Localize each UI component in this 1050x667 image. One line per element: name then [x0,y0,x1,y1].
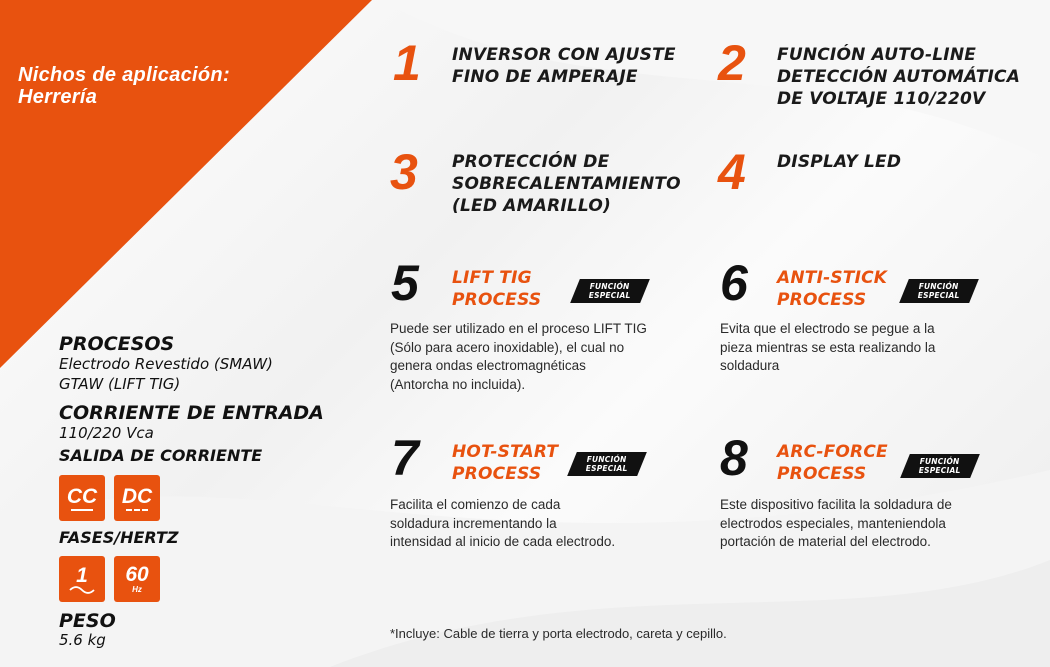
special-function-badge: FUNCIÓN ESPECIAL [899,279,979,303]
special-function-badge: FUNCIÓN ESPECIAL [567,452,647,476]
processes-label: PROCESOS [59,333,175,355]
footnote: *Incluye: Cable de tierra y porta electrodo, careta y cepillo. [390,626,727,641]
feature-description-6: Evita que el electrodo se pegue a la pieza mientras se esta realizando la soldadura [720,321,936,373]
feature-description-8: Este dispositivo facilita la soldadura de electrodos especiales, manteniendola portación de material del electrodo. [720,497,952,549]
cc-icon: CC [59,475,105,521]
feature-title-3: PROTECCIÓN DE SOBRECALENTAMIENTO (LED AMARILLO) [452,152,681,216]
hertz-icon: 60 Hz [114,556,160,602]
niche-value: Herrería [18,86,98,108]
input-current-label: CORRIENTE DE ENTRADA [59,402,324,424]
feature-title-4: DISPLAY LED [777,152,902,172]
feature-title-6: ANTI-STICK PROCESS [777,268,888,310]
feature-description-7: Facilita el comienzo de cada soldadura incrementando la intensidad al inicio de cada electrodo. [390,497,616,549]
feature-number-3: 3 [390,144,418,200]
feature-title-8: ARC-FORCE PROCESS [777,442,888,484]
feature-number-7: 7 [391,430,419,486]
feature-title-1: INVERSOR CON AJUSTE FINO DE AMPERAJE [452,45,676,87]
weight-value: 5.6 kg [59,631,106,649]
process-item: GTAW (LIFT TIG) [59,375,181,393]
application-niche [18,64,230,108]
weight-label: PESO [59,610,116,632]
process-item: Electrodo Revestido (SMAW) [59,355,273,373]
output-current-label: SALIDA DE CORRIENTE [59,446,263,465]
special-function-badge: FUNCIÓN ESPECIAL [900,454,980,478]
feature-number-6: 6 [720,255,748,311]
feature-number-2: 2 [718,35,746,91]
dc-icon: DC [114,475,160,521]
feature-number-5: 5 [391,255,419,311]
sine-wave-icon [69,586,95,594]
feature-number-8: 8 [720,430,748,486]
phases-hertz-label: FASES/HERTZ [59,528,179,547]
feature-title-7: HOT-START PROCESS [452,442,559,484]
single-phase-icon: 1 [59,556,105,602]
feature-description-5: Puede ser utilizado en el proceso LIFT TIG (Sólo para acero inoxidable), el cual no genera ondas electromagnéticas (Antorcha no incluida). [390,321,647,392]
special-function-badge: FUNCIÓN ESPECIAL [570,279,650,303]
input-current-value: 110/220 Vca [59,424,154,442]
feature-title-2: FUNCIÓN AUTO-LINE DETECCIÓN AUTOMÁTICA DE VOLTAJE 110/220V [777,45,1021,109]
feature-number-4: 4 [718,144,746,200]
feature-number-1: 1 [393,35,421,91]
feature-title-5: LIFT TIG PROCESS [452,268,542,310]
niche-label: Nichos de aplicación: [18,64,230,86]
